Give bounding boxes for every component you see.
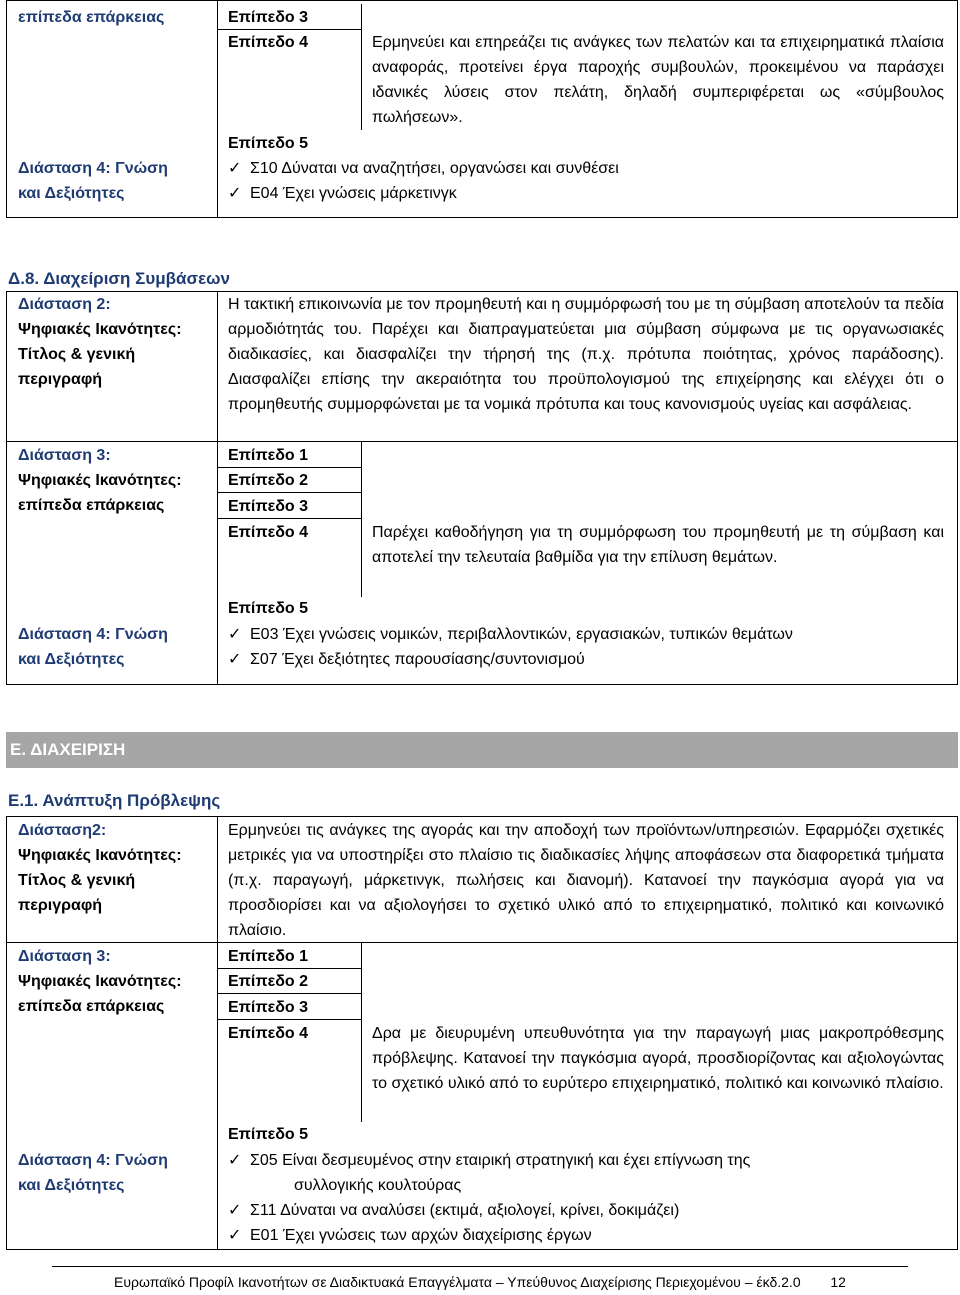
level-5-label: Επίπεδο 5 <box>228 1126 309 1143</box>
level-4-label: Επίπεδο 4 <box>228 34 309 51</box>
page-footer <box>0 1272 960 1292</box>
dimension4-line2: και Δεξιότητες <box>18 1177 125 1194</box>
skill-text: Σ07 Έχει δεξιότητες παρουσίασης/συντονισμού <box>250 651 585 668</box>
dimension2-line3: Τίτλος & γενική <box>18 346 136 363</box>
dimension2-line4: περιγραφή <box>18 897 103 914</box>
level-4-label: Επίπεδο 4 <box>228 524 309 541</box>
competence-description: Η τακτική επικοινωνία με τον προμηθευτή και η συμμόρφωσή του με τη σύμβαση αποτελούν τα πεδία αρμοδιότητάς του. Παρέχει και διαπραγματεύεται μια σύμβαση σύμφωνα με τις οργανωσιακές διαδικασίες, και διασφαλίζει την τήρησή της (π.χ. πρότυπα ποιότητας, χρόνος παράδοσης). Διασφαλίζει επίσης την ακεραιότητα του προϋπολογισμού της επιχείρησης και ελέγχει ότι ο προμηθευτής συμμορφώνεται με τα νομικά πρότυπα και τους κανονισμούς υγείας και ασφάλειας. <box>228 296 944 413</box>
dimension2-line4: περιγραφή <box>18 371 103 388</box>
dimension4-line1: Διάσταση 4: Γνώση <box>18 160 168 177</box>
row-rule <box>6 441 958 442</box>
dimension3-line1: Διάσταση 3: <box>18 948 111 965</box>
dimension2-line2: Ψηφιακές Ικανότητες: <box>18 321 182 338</box>
skill-text-continuation: συλλογικής κουλτούρας <box>294 1177 462 1194</box>
skill-item <box>228 1198 679 1223</box>
skill-text: Σ11 Δύναται να αναλύσει (εκτιμά, αξιολογεί, κρίνει, δοκιμάζει) <box>250 1202 680 1219</box>
dimension4-label <box>18 1148 213 1198</box>
dimension2-line1: Διάσταση2: <box>18 822 107 839</box>
check-icon: ✓ <box>228 1227 242 1244</box>
dimension2-line3: Τίτλος & γενική <box>18 872 136 889</box>
level-4-description: Παρέχει καθοδήγηση για τη συμμόρφωση του προμηθευτή με τη σύμβαση και αποτελεί την τελευταία βαθμίδα για την επίλυση θεμάτων. <box>372 524 944 566</box>
dimension3-line1: Διάσταση 3: <box>18 447 111 464</box>
skill-item <box>228 156 619 181</box>
level-5-label: Επίπεδο 5 <box>228 600 309 617</box>
level-1-label: Επίπεδο 1 <box>228 447 309 464</box>
table-top-divider <box>217 0 218 218</box>
level-4-description: Ερμηνεύει και επηρεάζει τις ανάγκες των πελατών και τα επιχειρηματικά πλαίσια αναφοράς, προτείνει έργα παροχής συμβουλών, προκειμένου να παράσχει ιδανικές λύσεις στον πελάτη, δηλαδή συμπεριφέρεται ως «σύμβουλος πωλήσεων». <box>372 34 944 126</box>
check-icon: ✓ <box>228 1202 242 1219</box>
level-5-label: Επίπεδο 5 <box>228 135 309 152</box>
dimension4-line1: Διάσταση 4: Γνώση <box>18 1152 168 1169</box>
check-icon: ✓ <box>228 185 242 202</box>
check-icon: ✓ <box>228 1152 242 1169</box>
page-number: 12 <box>830 1274 846 1290</box>
level-3-label: Επίπεδο 3 <box>228 999 309 1016</box>
section-heading-d8: Δ.8. Διαχείριση Συμβάσεων <box>8 269 230 288</box>
dimension3-line2: Ψηφιακές Ικανότητες: <box>18 472 182 489</box>
level-2-label: Επίπεδο 2 <box>228 472 309 489</box>
skill-item <box>228 647 585 672</box>
skill-text: Ε04 Έχει γνώσεις μάρκετινγκ <box>250 185 457 202</box>
skill-text: Ε03 Έχει γνώσεις νομικών, περιβαλλοντικών, εργασιακών, τυπικών θεμάτων <box>250 626 793 643</box>
check-icon: ✓ <box>228 160 242 177</box>
dimension3-line3: επίπεδα επάρκειας <box>18 497 165 514</box>
table-e1-divider <box>217 816 218 1250</box>
footer-text: Ευρωπαϊκό Προφίλ Ικανοτήτων σε Διαδικτυακά Επαγγέλματα – Υπεύθυνος Διαχείρισης Περιεχομένου – έκδ.2.0 <box>114 1274 801 1290</box>
level-3-label: Επίπεδο 3 <box>228 9 309 26</box>
table-d8-divider <box>217 291 218 685</box>
skill-item <box>228 181 457 206</box>
dimension4-line1: Διάσταση 4: Γνώση <box>18 626 168 643</box>
level-4-description: Δρα με διευρυμένη υπευθυνότητα για την παραγωγή μιας μακροπρόθεσμης πρόβλεψης. Κατανοεί την παγκόσμια αγορά, προσδιορίζοντας και αξιολογώντας το σχετικό υλικό από το ευρύτερο επιχειρηματικό, πολιτικό και κοινωνικό πλαίσιο. <box>372 1025 944 1092</box>
skill-text: Σ10 Δύναται να αναζητήσει, οργανώσει και συνθέσει <box>250 160 619 177</box>
skill-item <box>228 1148 750 1173</box>
dimension3-label <box>18 443 213 518</box>
level-3-label: Επίπεδο 3 <box>228 498 309 515</box>
dimension4-label <box>18 156 213 206</box>
dimension3-label: επίπεδα επάρκειας <box>18 9 165 26</box>
dimension2-line2: Ψηφιακές Ικανότητες: <box>18 847 182 864</box>
dimension2-line1: Διάσταση 2: <box>18 296 111 313</box>
dimension2-label <box>18 818 213 918</box>
table-top-level-divider <box>361 4 362 130</box>
skill-item <box>228 622 793 647</box>
dimension3-line2: Ψηφιακές Ικανότητες: <box>18 973 182 990</box>
skill-item <box>228 1223 592 1248</box>
level-4-label: Επίπεδο 4 <box>228 1025 309 1042</box>
footer-rule <box>52 1266 908 1267</box>
dimension4-line2: και Δεξιότητες <box>18 651 125 668</box>
dimension4-line2: και Δεξιότητες <box>18 185 125 202</box>
skill-text: Σ05 Είναι δεσμευμένος στην εταιρική στρατηγική και έχει επίγνωση της <box>250 1152 751 1169</box>
dimension3-label <box>18 944 213 1019</box>
table-e1-level-divider <box>361 942 362 1122</box>
check-icon: ✓ <box>228 626 242 643</box>
check-icon: ✓ <box>228 651 242 668</box>
skill-text: Ε01 Έχει γνώσεις των αρχών διαχείρισης έργων <box>250 1227 592 1244</box>
section-heading-e1: Ε.1. Ανάπτυξη Πρόβλεψης <box>8 791 221 810</box>
level-1-label: Επίπεδο 1 <box>228 948 309 965</box>
competence-description: Ερμηνεύει τις ανάγκες της αγοράς και την αποδοχή των προϊόντων/υπηρεσιών. Εφαρμόζει σχετικές μετρικές για να υποστηρίξει στο πλαίσιο τις διαδικασίες λήψης αποφάσεων στα διαφορετικά τμήματα (π.χ. παραγωγή, μάρκετινγκ, πωλήσεις και διανομή). Κατανοεί την παγκόσμια αγορά για να προσδιορίσει και να αξιολογήσει το σχετικό υλικό από το επιχειρηματικό, πολιτικό και κοινωνικό πλαίσιο. <box>228 822 944 939</box>
level-2-label: Επίπεδο 2 <box>228 973 309 990</box>
dimension3-line3: επίπεδα επάρκειας <box>18 998 165 1015</box>
section-bar-e: Ε. ΔΙΑΧΕΙΡΙΣΗ <box>6 732 958 768</box>
dimension2-label <box>18 292 213 392</box>
dimension4-label <box>18 622 213 672</box>
table-d8-level-divider <box>361 441 362 597</box>
